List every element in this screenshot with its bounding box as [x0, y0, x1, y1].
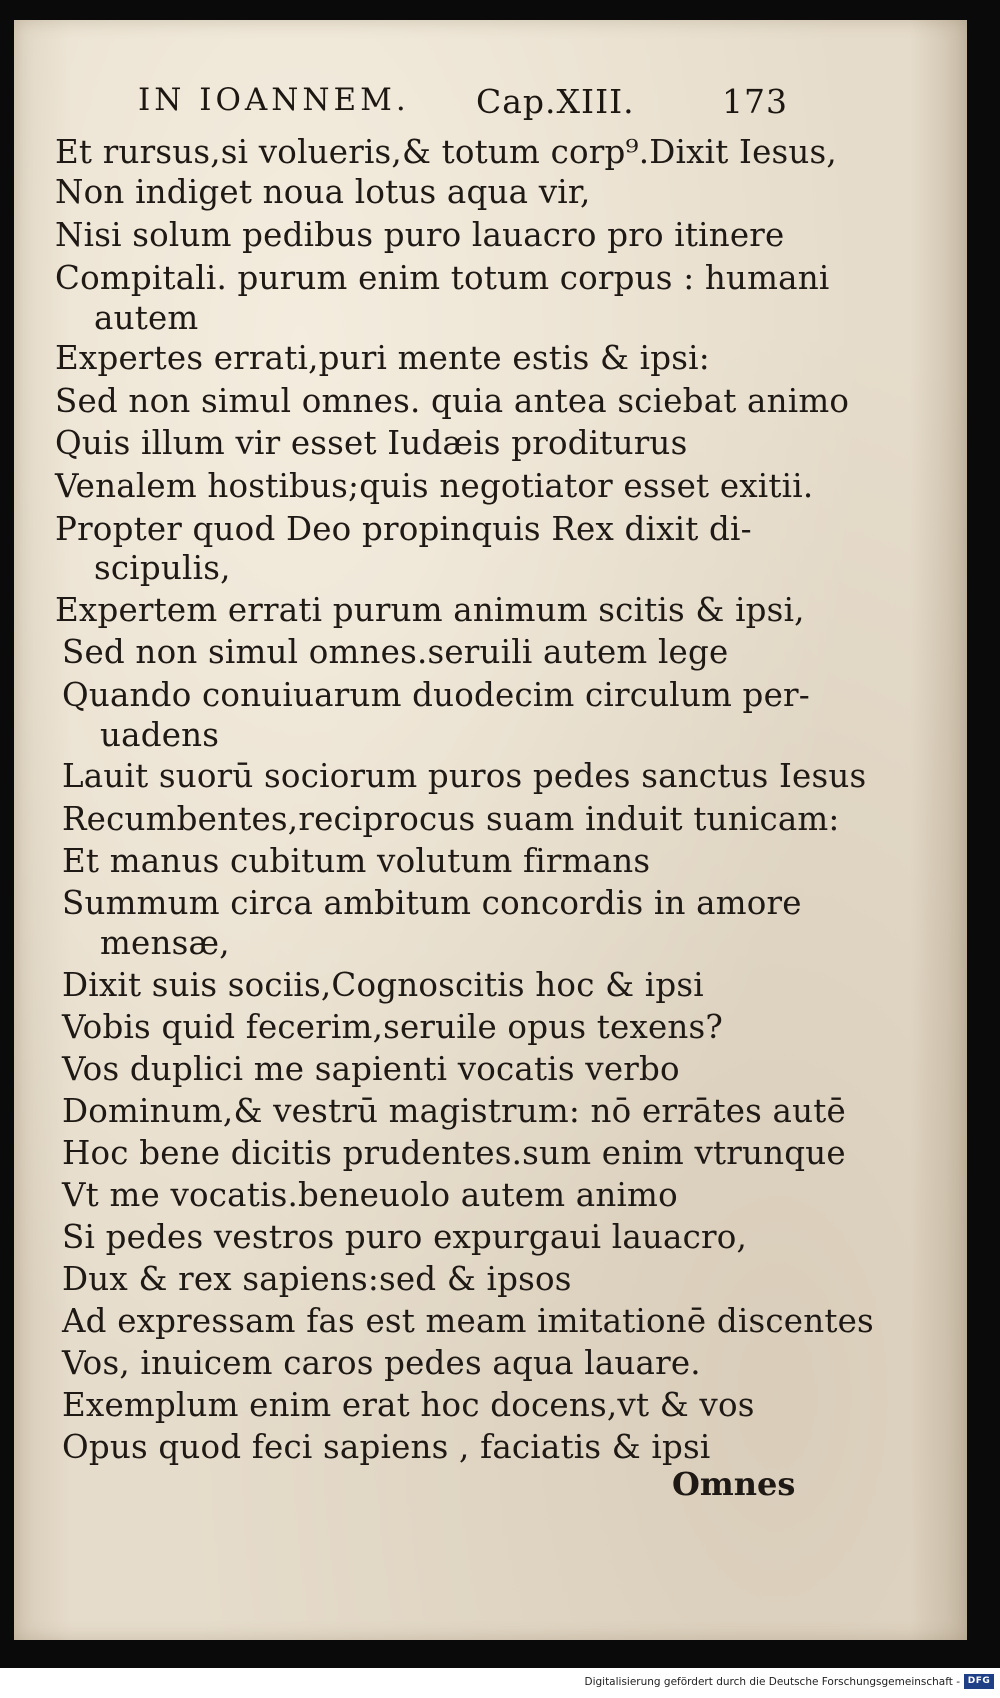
text-line: Summum circa ambitum concordis in amore [62, 884, 802, 922]
text-line: Quando conuiuarum duodecim circulum per- [62, 676, 810, 714]
text-line: Exemplum enim erat hoc docens,vt & vos [62, 1386, 755, 1424]
text-line: scipulis, [94, 549, 231, 587]
text-line: Nisi solum pedibus puro lauacro pro itinere [55, 216, 785, 254]
text-line: Et rursus,si volueris,& totum corp⁹.Dixit Iesus, [55, 133, 837, 171]
text-line: Opus quod feci sapiens , faciatis & ipsi [62, 1428, 711, 1466]
text-line: Ad expressam fas est meam imitationē discentes [62, 1302, 874, 1340]
text-line: Non indiget noua lotus aqua vir, [55, 173, 591, 211]
text-line: Recumbentes,reciprocus suam induit tunicam: [62, 800, 840, 838]
text-line: Quis illum vir esset Iudæis proditurus [55, 424, 688, 462]
text-line: Vobis quid fecerim,seruile opus texens? [62, 1008, 724, 1046]
text-line: Dominum,& vestrū magistrum: nō errātes autē [62, 1092, 846, 1130]
text-line: Sed non simul omnes. quia antea sciebat animo [55, 382, 850, 420]
text-line: autem [94, 299, 199, 337]
text-line: Expertem errati purum animum scitis & ipsi, [55, 591, 805, 629]
text-line: Vos duplici me sapienti vocatis verbo [62, 1050, 680, 1088]
text-line: Vos, inuicem caros pedes aqua lauare. [62, 1344, 701, 1382]
funding-credit: Digitalisierung gefördert durch die Deutsche Forschungsgemeinschaft - [584, 1676, 960, 1688]
text-line: Dux & rex sapiens:sed & ipsos [62, 1260, 572, 1298]
text-line: Vt me vocatis.beneuolo autem animo [62, 1176, 678, 1214]
dfg-logo: DFG [964, 1674, 994, 1689]
catchword: Omnes [672, 1465, 796, 1503]
text-line: Expertes errati,puri mente estis & ipsi: [55, 339, 710, 377]
text-line: Si pedes vestros puro expurgaui lauacro, [62, 1218, 748, 1256]
text-line: Dixit suis sociis,Cognoscitis hoc & ipsi [62, 966, 704, 1004]
chapter-heading: Cap.XIII. [476, 82, 635, 121]
running-title: IN IOANNEM. [138, 82, 410, 118]
page-number: 173 [722, 82, 788, 121]
text-line: mensæ, [100, 924, 230, 962]
digitization-footer [0, 1668, 1000, 1698]
text-line: uadens [100, 716, 220, 754]
text-line: Sed non simul omnes.seruili autem lege [62, 633, 729, 671]
text-line: Et manus cubitum volutum firmans [62, 842, 651, 880]
text-line: Propter quod Deo propinquis Rex dixit di- [55, 510, 752, 548]
text-line: Venalem hostibus;quis negotiator esset exitii. [55, 467, 814, 505]
text-line: Lauit suorū sociorum puros pedes sanctus Iesus [62, 757, 867, 795]
text-line: Hoc bene dicitis prudentes.sum enim vtrunque [62, 1134, 846, 1172]
text-line: Compitali. purum enim totum corpus : humani [55, 259, 830, 297]
